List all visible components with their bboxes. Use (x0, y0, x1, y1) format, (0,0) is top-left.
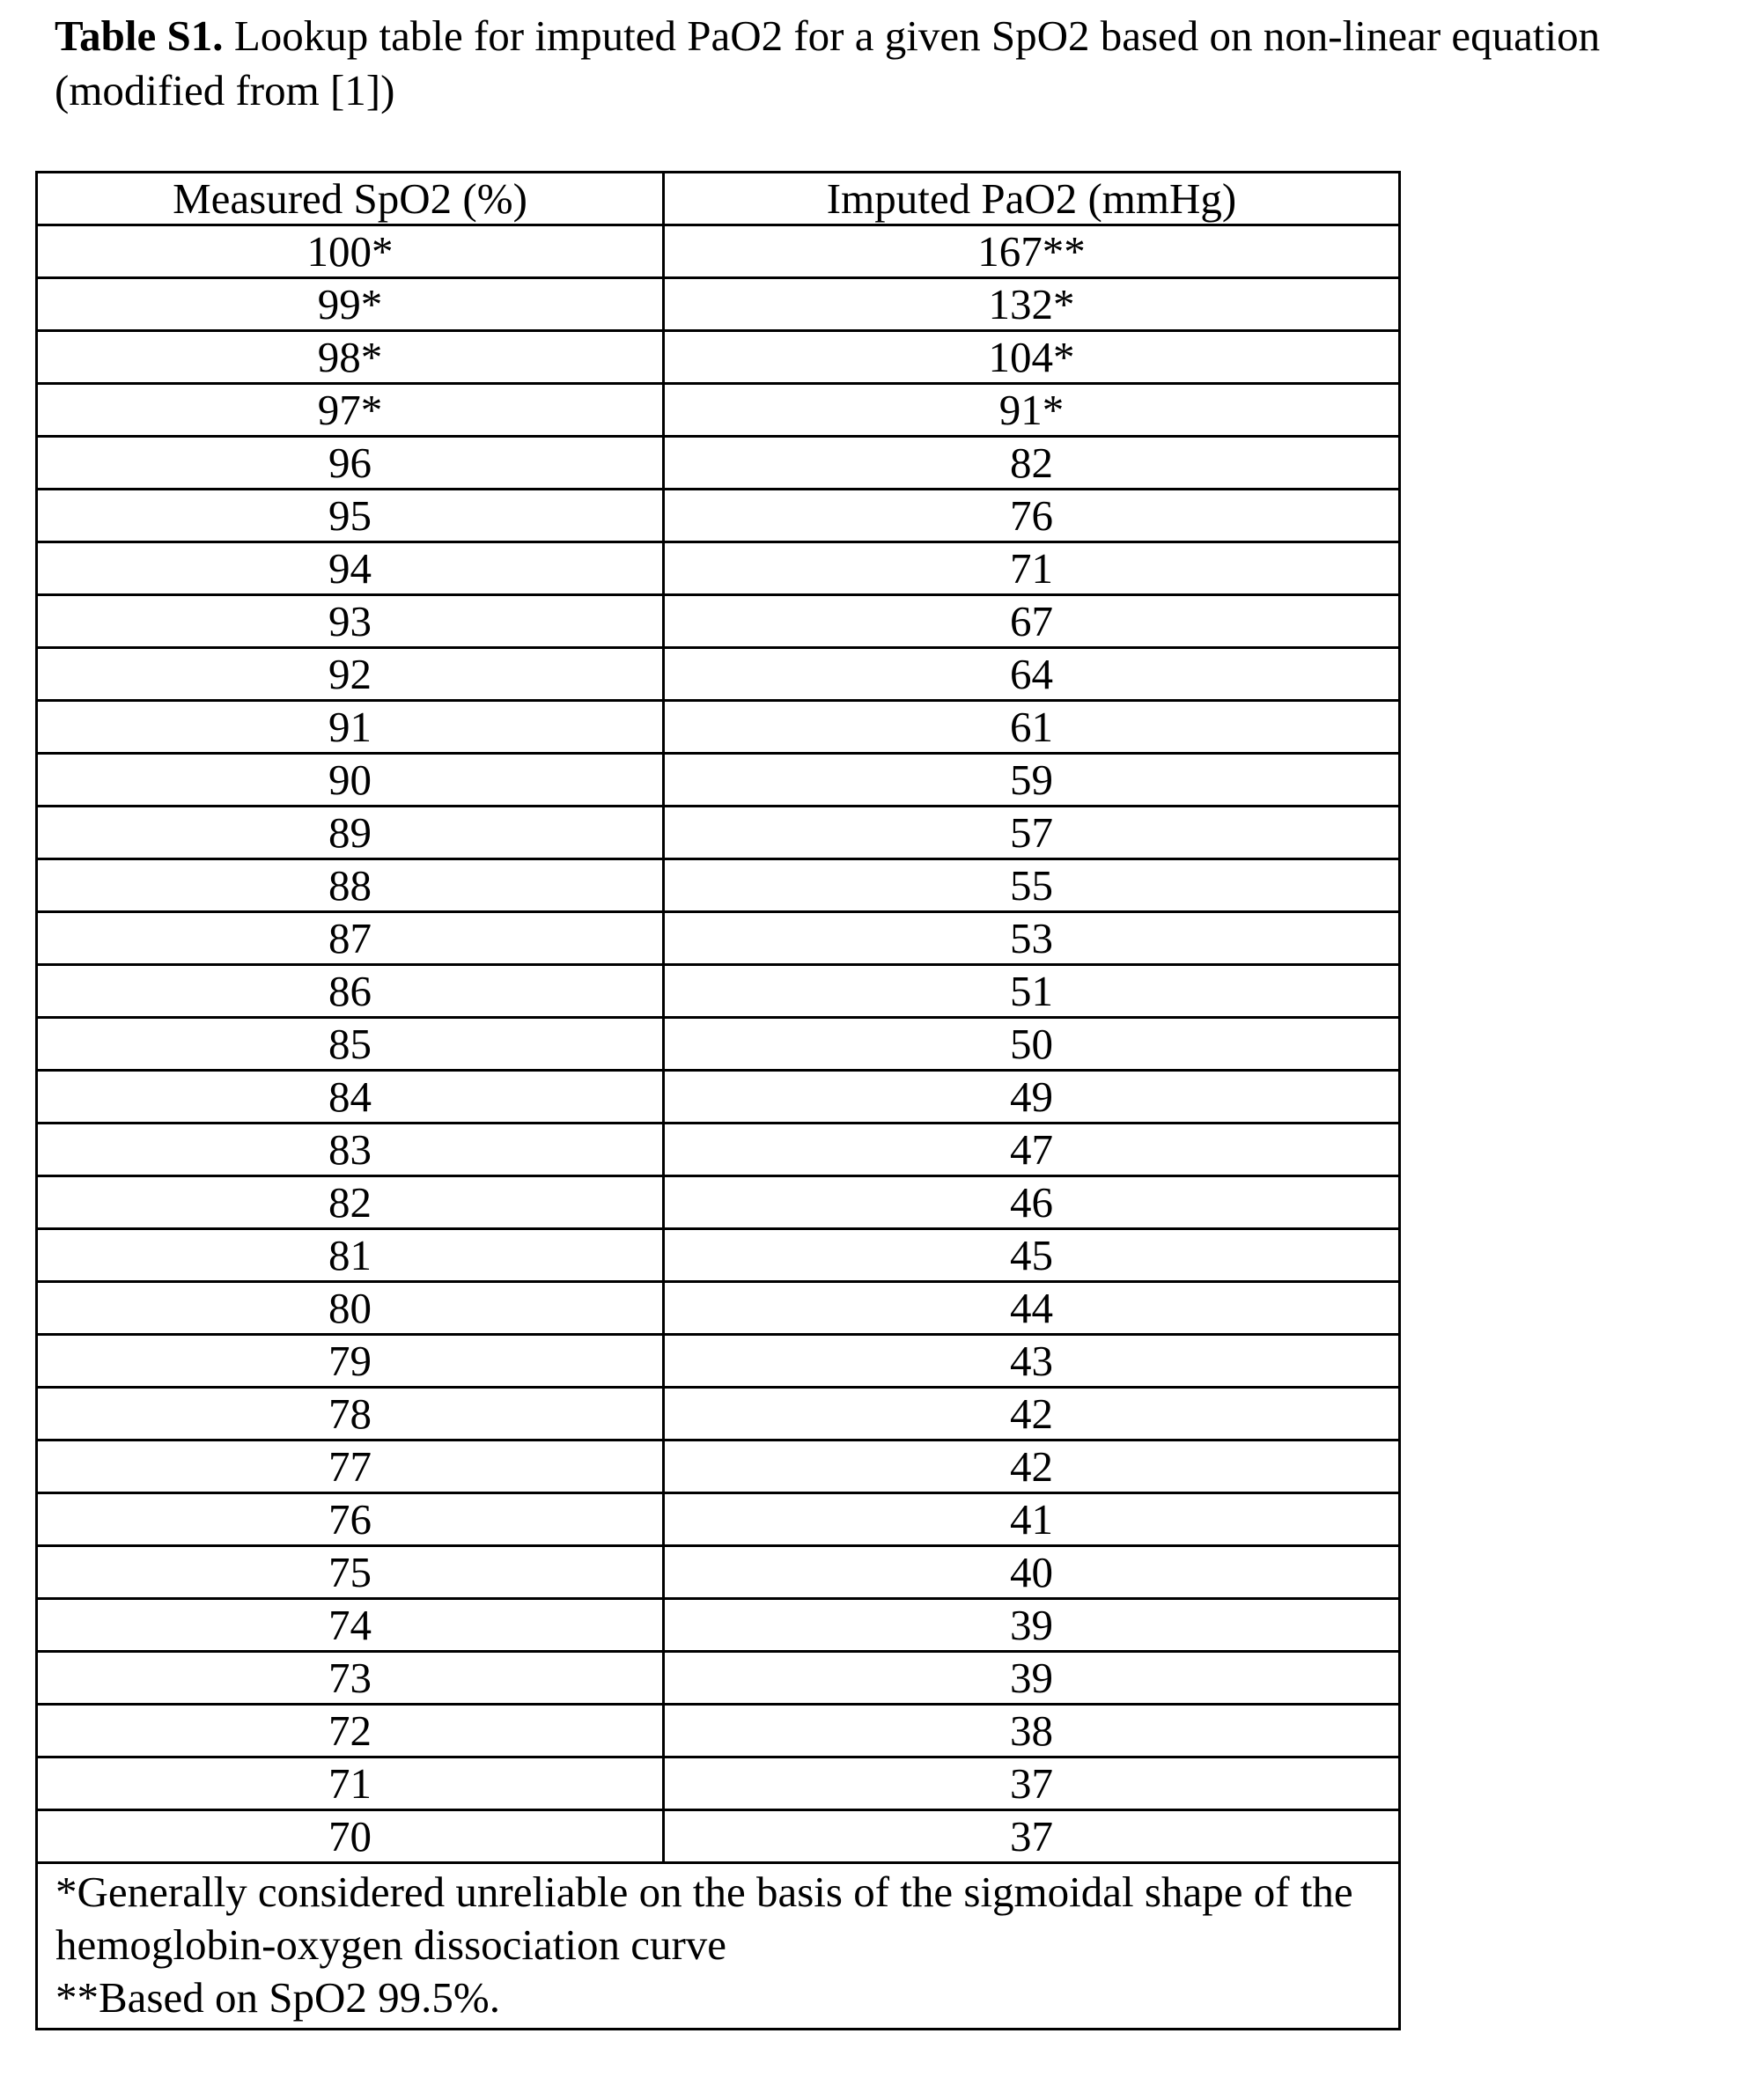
cell-imputed-pao2: 59 (664, 754, 1400, 807)
table-row (37, 542, 1400, 595)
cell-imputed-pao2: 82 (664, 437, 1400, 490)
cell-measured-spo2: 95 (37, 490, 664, 542)
table-body (37, 225, 1400, 1863)
table-caption (55, 9, 1745, 118)
cell-imputed-pao2: 167** (664, 225, 1400, 278)
footnote-unreliable: *Generally considered unreliable on the basis of the sigmoidal shape of the hemoglobin-oxygen dissociation curve (55, 1868, 1353, 1969)
table-row (37, 1599, 1400, 1652)
cell-measured-spo2: 88 (37, 859, 664, 912)
cell-measured-spo2: 89 (37, 807, 664, 859)
table-row (37, 384, 1400, 437)
table-row (37, 490, 1400, 542)
table-row (37, 859, 1400, 912)
cell-measured-spo2: 87 (37, 912, 664, 965)
column-header-measured-spo2: Measured SpO2 (%) (37, 173, 664, 225)
table-row (37, 1810, 1400, 1863)
cell-imputed-pao2: 67 (664, 595, 1400, 648)
lookup-table (35, 171, 1401, 2030)
cell-measured-spo2: 91 (37, 701, 664, 754)
footnote-row (37, 1863, 1400, 2030)
table-row (37, 595, 1400, 648)
footnote-based-on: **Based on SpO2 99.5%. (55, 1973, 500, 2022)
cell-imputed-pao2: 39 (664, 1599, 1400, 1652)
cell-imputed-pao2: 43 (664, 1335, 1400, 1388)
table-row (37, 1441, 1400, 1493)
cell-measured-spo2: 78 (37, 1388, 664, 1441)
cell-measured-spo2: 76 (37, 1493, 664, 1546)
cell-measured-spo2: 94 (37, 542, 664, 595)
cell-imputed-pao2: 64 (664, 648, 1400, 701)
cell-measured-spo2: 70 (37, 1810, 664, 1863)
cell-imputed-pao2: 91* (664, 384, 1400, 437)
cell-imputed-pao2: 41 (664, 1493, 1400, 1546)
cell-measured-spo2: 97* (37, 384, 664, 437)
cell-measured-spo2: 85 (37, 1018, 664, 1071)
cell-imputed-pao2: 37 (664, 1757, 1400, 1810)
column-header-imputed-pao2: Imputed PaO2 (mmHg) (664, 173, 1400, 225)
cell-measured-spo2: 93 (37, 595, 664, 648)
cell-imputed-pao2: 42 (664, 1441, 1400, 1493)
table-row (37, 225, 1400, 278)
table-row (37, 807, 1400, 859)
cell-imputed-pao2: 49 (664, 1071, 1400, 1124)
table-row (37, 1705, 1400, 1757)
cell-imputed-pao2: 40 (664, 1546, 1400, 1599)
table-row (37, 1335, 1400, 1388)
cell-measured-spo2: 73 (37, 1652, 664, 1705)
cell-imputed-pao2: 42 (664, 1388, 1400, 1441)
table-row (37, 965, 1400, 1018)
table-row (37, 437, 1400, 490)
cell-measured-spo2: 84 (37, 1071, 664, 1124)
table-row (37, 912, 1400, 965)
cell-imputed-pao2: 53 (664, 912, 1400, 965)
header-row (37, 173, 1400, 225)
table-row (37, 701, 1400, 754)
cell-measured-spo2: 86 (37, 965, 664, 1018)
table-footer (37, 1863, 1400, 2030)
cell-imputed-pao2: 47 (664, 1124, 1400, 1176)
cell-measured-spo2: 74 (37, 1599, 664, 1652)
cell-imputed-pao2: 39 (664, 1652, 1400, 1705)
table-row (37, 278, 1400, 331)
cell-imputed-pao2: 76 (664, 490, 1400, 542)
cell-measured-spo2: 81 (37, 1229, 664, 1282)
cell-measured-spo2: 100* (37, 225, 664, 278)
table-row (37, 1546, 1400, 1599)
cell-measured-spo2: 90 (37, 754, 664, 807)
cell-imputed-pao2: 46 (664, 1176, 1400, 1229)
cell-imputed-pao2: 132* (664, 278, 1400, 331)
table-row (37, 754, 1400, 807)
cell-imputed-pao2: 38 (664, 1705, 1400, 1757)
table-row (37, 1018, 1400, 1071)
cell-measured-spo2: 92 (37, 648, 664, 701)
cell-imputed-pao2: 44 (664, 1282, 1400, 1335)
caption-label: Table S1. (55, 11, 224, 60)
cell-imputed-pao2: 71 (664, 542, 1400, 595)
table-row (37, 1757, 1400, 1810)
table-header (37, 173, 1400, 225)
cell-measured-spo2: 75 (37, 1546, 664, 1599)
cell-measured-spo2: 98* (37, 331, 664, 384)
footnote-cell (37, 1863, 1400, 2030)
table-row (37, 1229, 1400, 1282)
table-row (37, 1493, 1400, 1546)
cell-measured-spo2: 99* (37, 278, 664, 331)
cell-measured-spo2: 83 (37, 1124, 664, 1176)
cell-measured-spo2: 72 (37, 1705, 664, 1757)
cell-imputed-pao2: 104* (664, 331, 1400, 384)
cell-imputed-pao2: 61 (664, 701, 1400, 754)
cell-measured-spo2: 80 (37, 1282, 664, 1335)
cell-measured-spo2: 96 (37, 437, 664, 490)
cell-measured-spo2: 77 (37, 1441, 664, 1493)
table-row (37, 1176, 1400, 1229)
table-row (37, 1071, 1400, 1124)
cell-measured-spo2: 79 (37, 1335, 664, 1388)
cell-imputed-pao2: 45 (664, 1229, 1400, 1282)
cell-imputed-pao2: 37 (664, 1810, 1400, 1863)
cell-imputed-pao2: 50 (664, 1018, 1400, 1071)
caption-text: Lookup table for imputed PaO2 for a given SpO2 based on non-linear equation (modified from [1]) (55, 11, 1601, 114)
table-row (37, 1282, 1400, 1335)
cell-imputed-pao2: 51 (664, 965, 1400, 1018)
table-row (37, 1652, 1400, 1705)
table-row (37, 1388, 1400, 1441)
table-row (37, 1124, 1400, 1176)
cell-measured-spo2: 71 (37, 1757, 664, 1810)
table-row (37, 648, 1400, 701)
table-row (37, 331, 1400, 384)
cell-imputed-pao2: 57 (664, 807, 1400, 859)
cell-imputed-pao2: 55 (664, 859, 1400, 912)
cell-measured-spo2: 82 (37, 1176, 664, 1229)
